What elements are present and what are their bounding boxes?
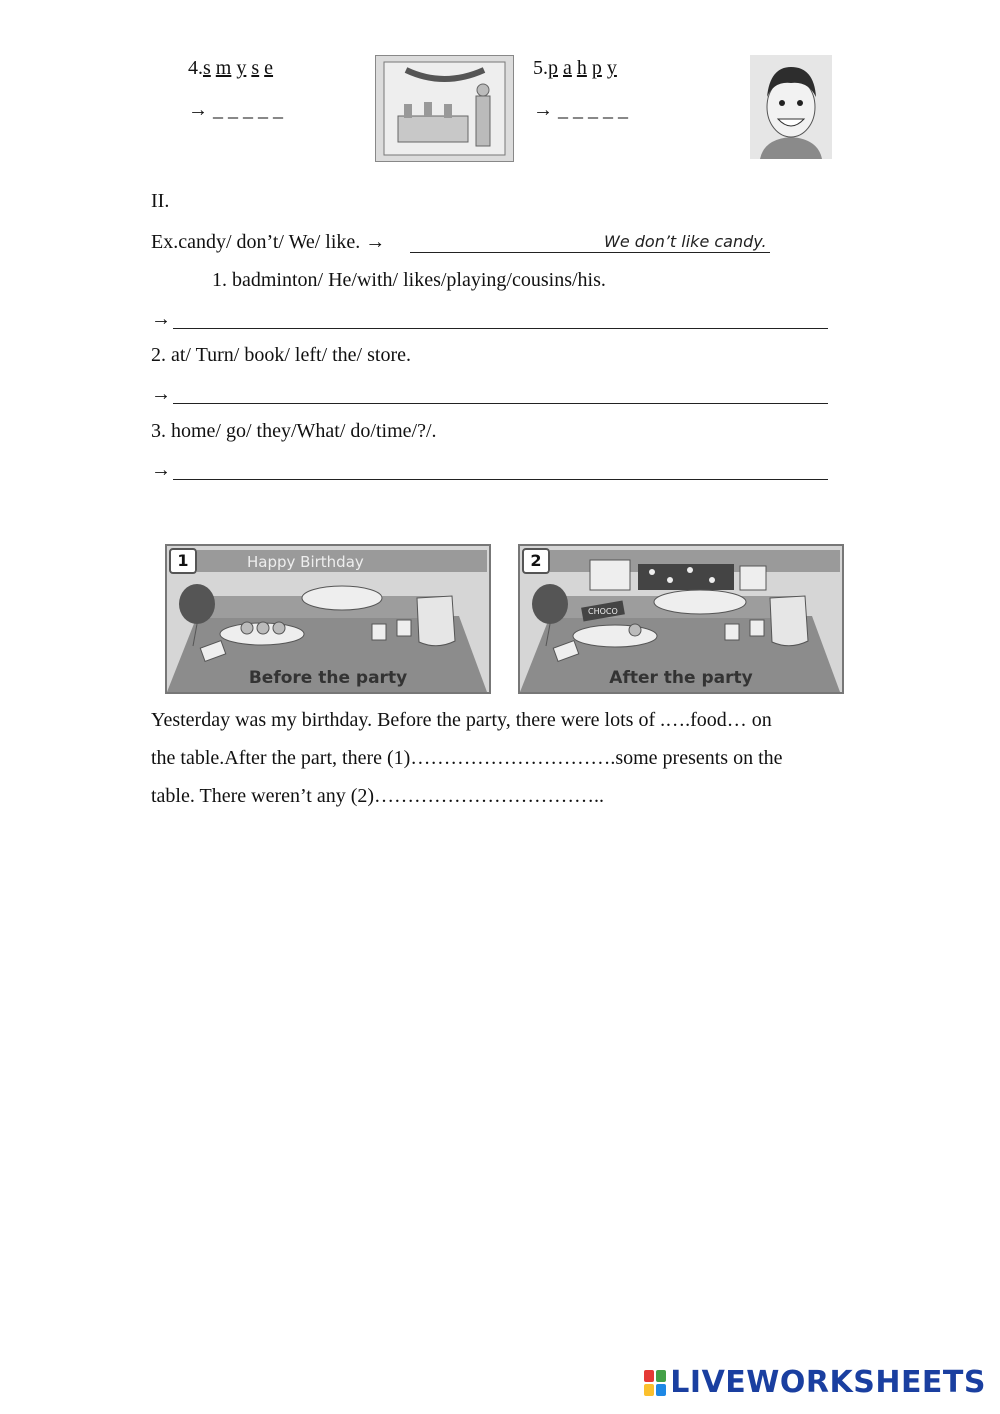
answer-line-2[interactable] [173,403,828,404]
story-line-2[interactable]: the table.After the part, there (1)………………………….some presents on the [151,747,783,769]
scene-badge: 2 [522,548,550,574]
letter: y [236,57,247,79]
arrow: → [151,383,171,405]
answer-blanks[interactable]: _ _ _ _ _ [213,99,283,121]
letter: m [215,57,232,79]
unscramble-5-number: 5. [533,57,548,79]
story-line-1: Yesterday was my birthday. Before the party, there were lots of .….food… on [151,709,772,731]
question-2: 2. at/ Turn/ book/ left/ the/ store. [151,344,411,366]
letter: y [606,57,617,79]
liveworksheets-logo [644,1365,986,1400]
brand-square [656,1370,666,1382]
unscramble-4-answer[interactable] [188,98,283,122]
example-answer-line [410,252,770,253]
after-party-picture [518,544,844,694]
example-answer: We don’t like candy. [604,232,767,251]
brand-icon [644,1370,666,1396]
banner-text: Happy Birthday [247,553,364,571]
answer-line-1[interactable] [173,328,828,329]
scene-caption: Before the party [248,668,408,688]
arrow: → [151,459,171,481]
unscramble-4 [188,56,273,80]
scene-badge: 1 [169,548,197,574]
story-line-3[interactable]: table. There weren’t any (2)…………………………….. [151,785,605,807]
answer-blanks[interactable]: _ _ _ _ _ [558,99,628,121]
letter: s [203,57,211,79]
answer-line-3[interactable] [173,479,828,480]
party-room-picture [375,55,514,162]
brand-name: LIVEWORKSHEETS [670,1365,986,1400]
arrow: → [151,308,171,330]
section-heading: II. [151,190,170,212]
question-1: 1. badminton/ He/with/ likes/playing/cousins/his. [212,269,606,291]
unscramble-4-number: 4. [188,57,203,79]
letter: s [251,57,260,79]
unscramble-5-answer[interactable] [533,98,628,122]
unscramble-5 [533,56,617,80]
letter: h [576,57,587,79]
brand-square [656,1384,666,1396]
letter: a [563,57,572,79]
arrow: → [533,99,553,121]
brand-square [644,1370,654,1382]
brand-square [644,1384,654,1396]
letter: p [548,57,558,79]
before-party-picture [165,544,491,694]
scene-caption: After the party [609,668,753,688]
letter: p [591,57,602,79]
question-3: 3. home/ go/ they/What/ do/time/?/. [151,420,437,442]
letter: e [264,57,274,79]
box-label: CHOCO [588,607,618,616]
arrow: → [188,99,208,121]
example-prompt: Ex.candy/ don’t/ We/ like. → [151,231,386,253]
happy-boy-picture [750,55,832,159]
